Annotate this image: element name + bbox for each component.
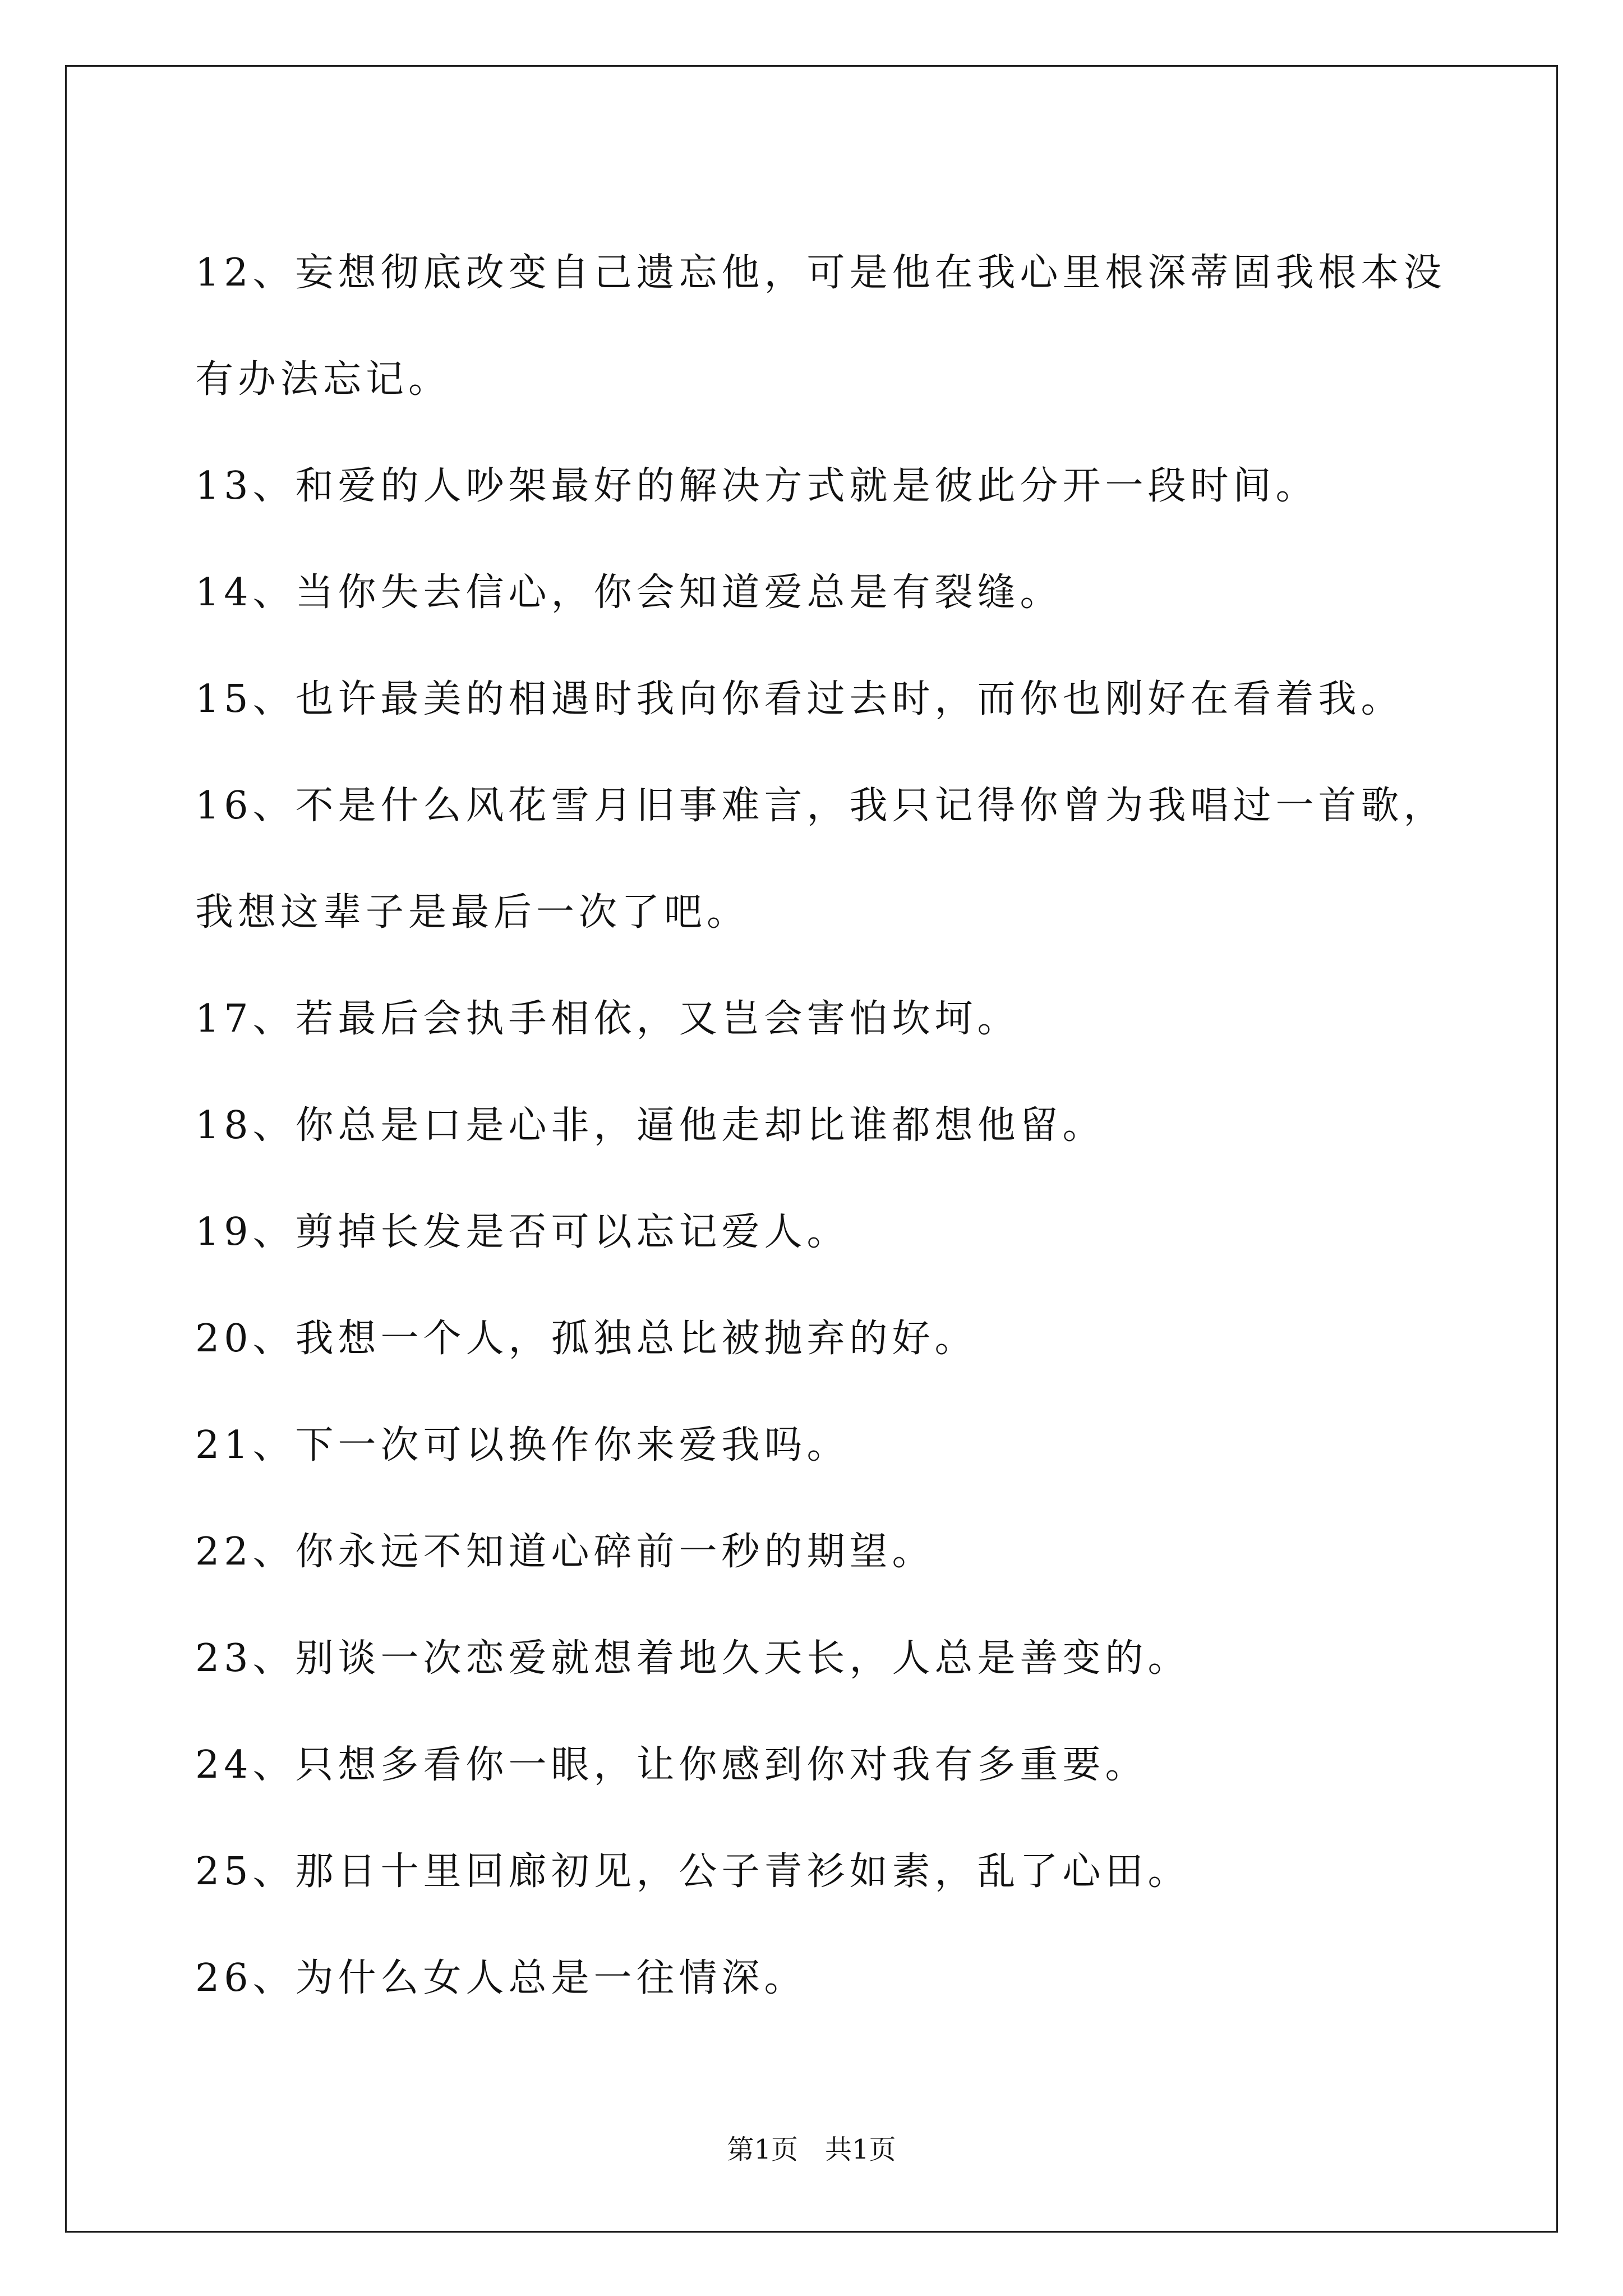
line-14: 14、当你失去信心，你会知道爱总是有裂缝。 (195, 570, 1063, 615)
line-13: 13、和爱的人吵架最好的解决方式就是彼此分开一段时间。 (195, 464, 1318, 508)
line-17: 17、若最后会执手相依，又岂会害怕坎坷。 (195, 997, 1020, 1041)
page-total: 共1页 (825, 2134, 896, 2165)
page-footer (0, 2133, 1623, 2166)
line-19: 19、剪掉长发是否可以忘记爱人。 (195, 1210, 850, 1254)
document-body (195, 220, 1485, 2032)
line-23: 23、别谈一次恋爱就想着地久天长，人总是善变的。 (195, 1636, 1191, 1681)
line-20: 20、我想一个人，孤独总比被抛弃的好。 (195, 1317, 978, 1361)
line-25: 25、那日十里回廊初见，公子青衫如素，乱了心田。 (195, 1849, 1191, 1894)
line-15: 15、也许最美的相遇时我向你看过去时，而你也刚好在看着我。 (195, 677, 1404, 721)
line-22: 22、你永远不知道心碎前一秒的期望。 (195, 1530, 935, 1574)
line-16: 16、不是什么风花雪月旧事难言，我只记得你曾为我唱过一首歌，我想这辈子是最后一次了吧。 (195, 784, 1446, 935)
line-12: 12、妄想彻底改变自己遗忘他，可是他在我心里根深蒂固我根本没有办法忘记。 (195, 251, 1446, 402)
line-18: 18、你总是口是心非，逼他走却比谁都想他留。 (195, 1103, 1105, 1148)
line-24: 24、只想多看你一眼，让你感到你对我有多重要。 (195, 1743, 1148, 1787)
line-26: 26、为什么女人总是一往情深。 (195, 1956, 807, 2000)
line-21: 21、下一次可以换作你来爱我吗。 (195, 1423, 850, 1467)
page-current: 第1页 (727, 2134, 798, 2165)
